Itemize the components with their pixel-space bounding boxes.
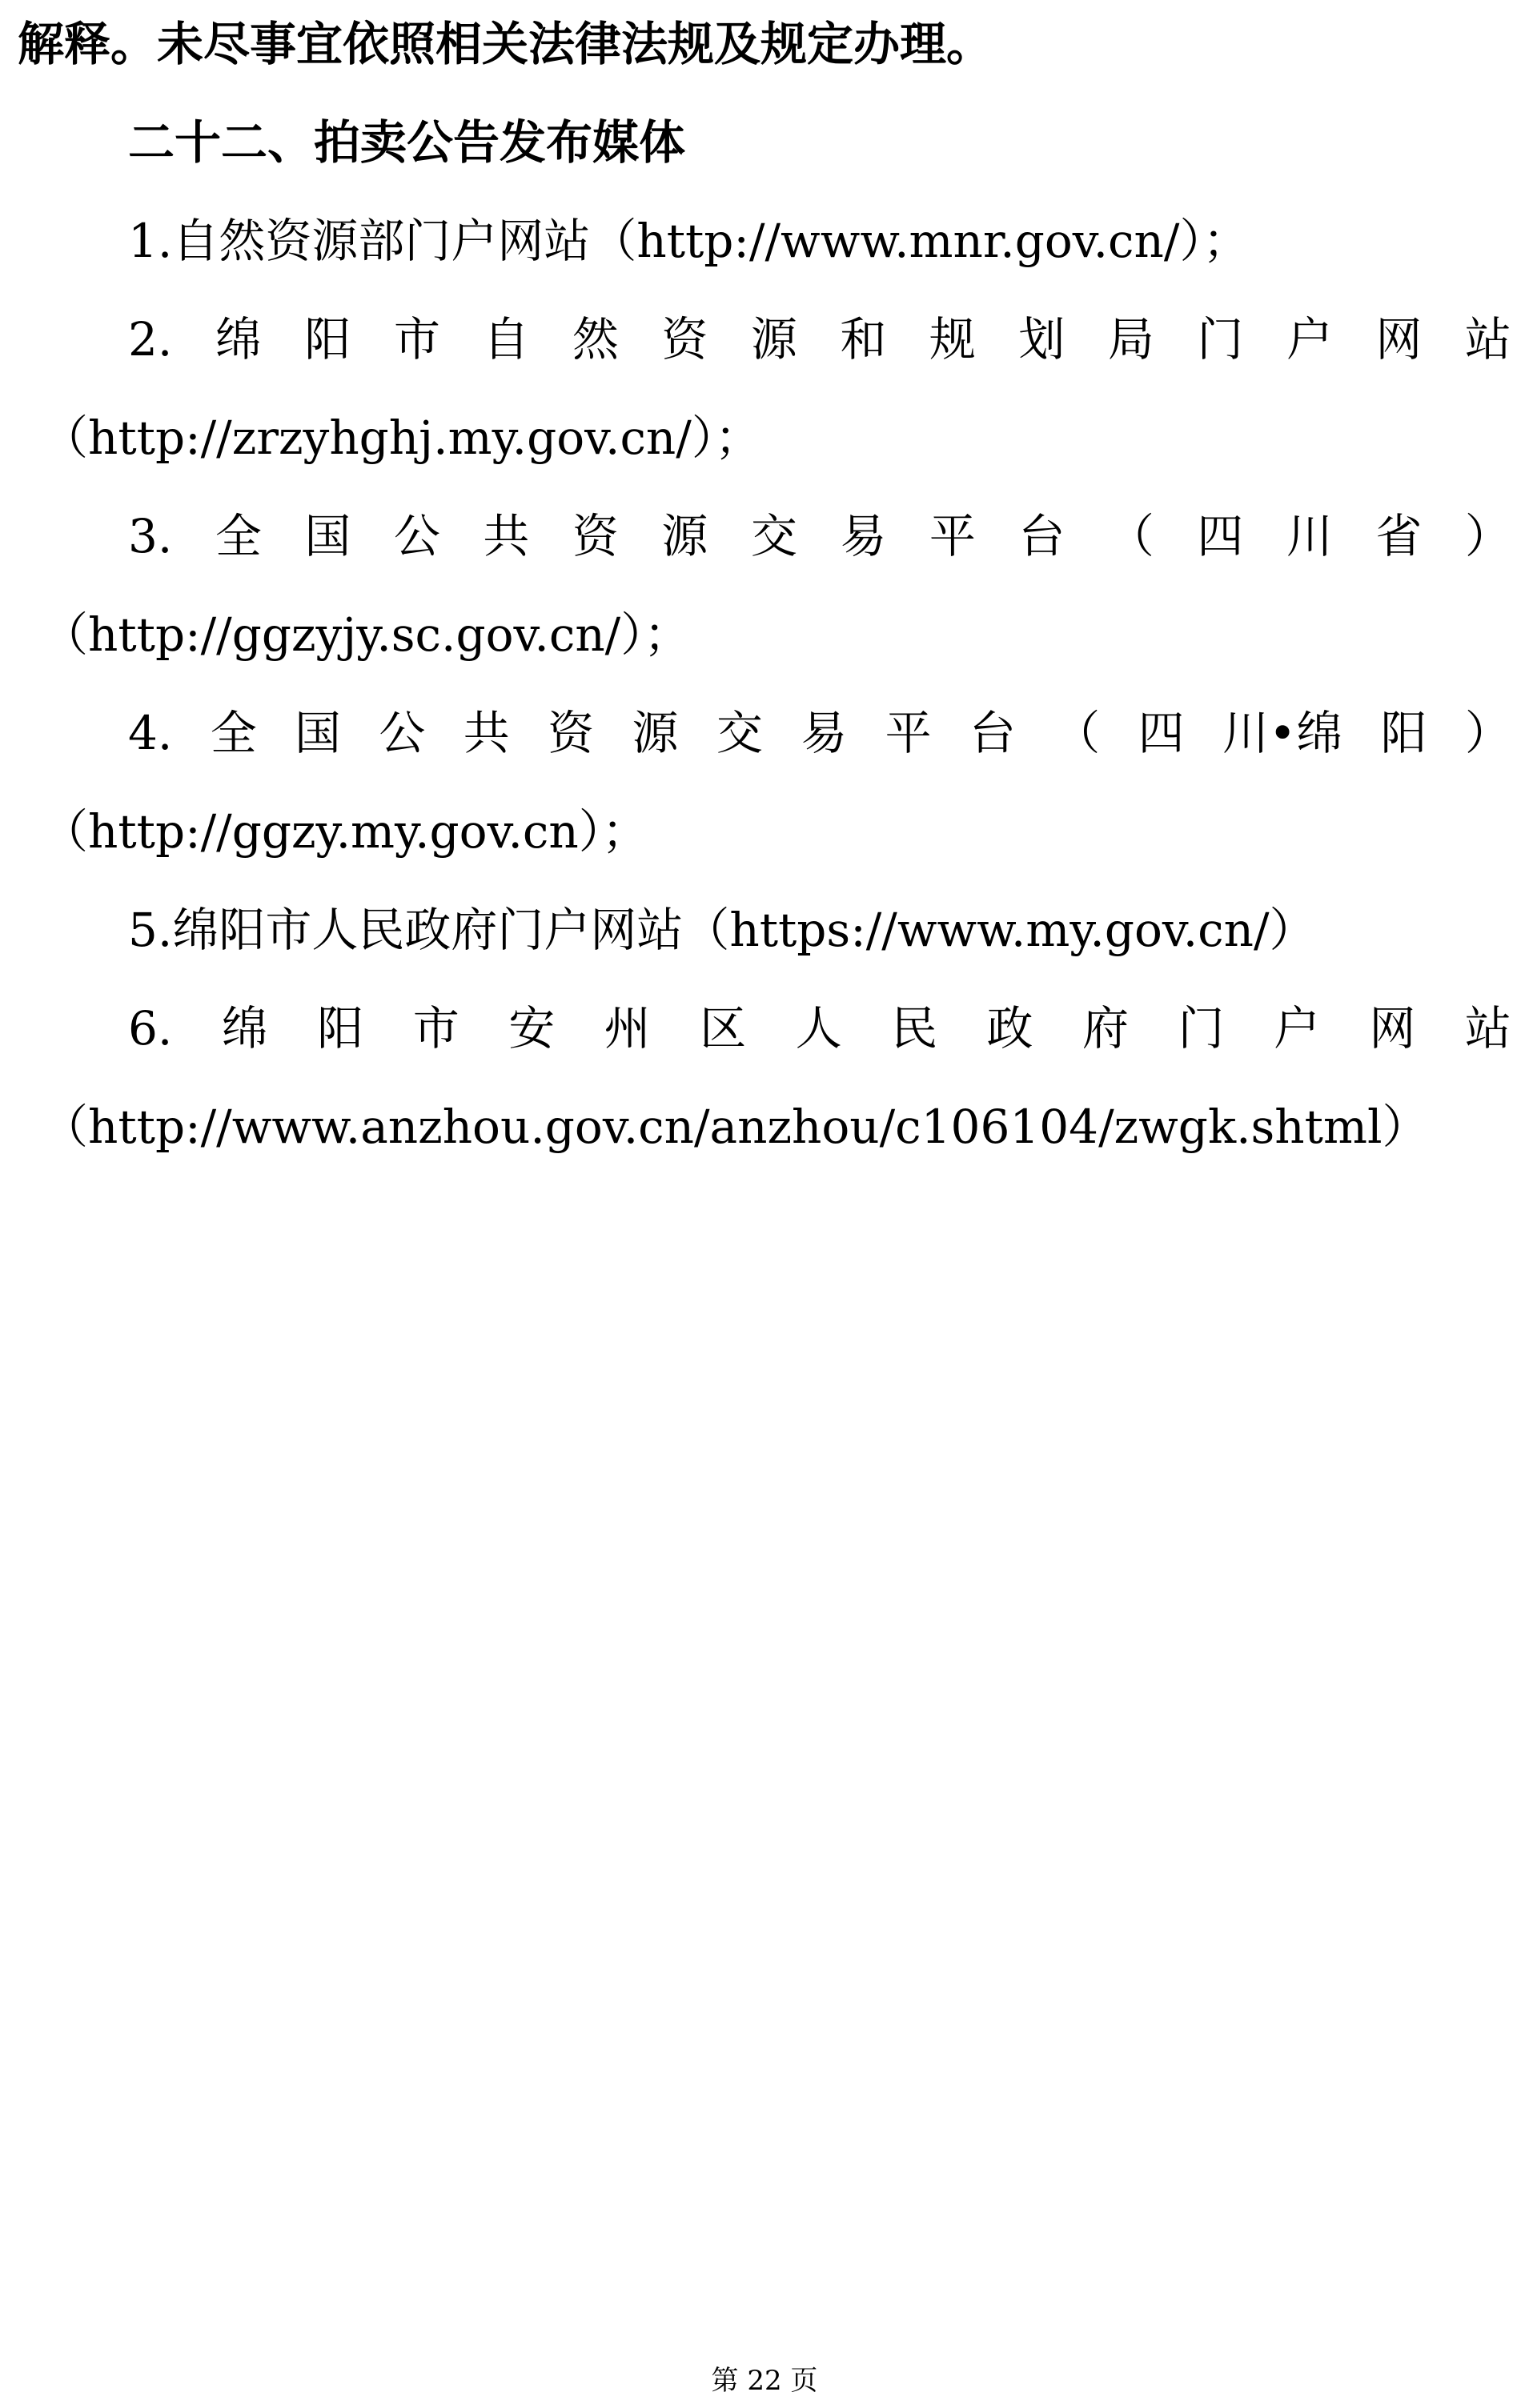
- justified-char: 交: [716, 706, 763, 760]
- justified-char: 平: [885, 706, 932, 760]
- justified-char: 市: [393, 312, 440, 367]
- justified-char: 四: [1197, 509, 1244, 563]
- media-item-3-line1: [0, 508, 1529, 564]
- justified-char: 全: [210, 706, 257, 760]
- justified-char: 资: [572, 509, 619, 563]
- justified-char: 自: [483, 312, 530, 367]
- justified-char: 区: [700, 1001, 747, 1056]
- justified-char: 户: [1273, 1001, 1320, 1056]
- justified-char: 国: [295, 706, 342, 760]
- justified-char: 川: [1286, 509, 1333, 563]
- justified-char: 台: [1018, 509, 1065, 563]
- media-item-6-line1: [0, 1000, 1529, 1056]
- media-item-3-url: （http://ggzyjy.sc.gov.cn/）；: [42, 607, 691, 662]
- justified-char: 公: [379, 706, 426, 760]
- media-item-4-url: （http://ggzy.my.gov.cn）；: [42, 804, 648, 859]
- justified-char: 资: [548, 706, 595, 760]
- justified-char: 台: [969, 706, 1016, 760]
- justified-char: 阳: [304, 312, 351, 367]
- justified-char: 政: [986, 1001, 1033, 1056]
- justified-char: 共: [463, 706, 510, 760]
- justified-char: 交: [750, 509, 797, 563]
- justified-char: 易: [801, 706, 848, 760]
- justified-char: （: [1107, 509, 1154, 563]
- justified-char: 户: [1286, 312, 1333, 367]
- justified-char: 安: [508, 1001, 556, 1056]
- justified-char: 共: [483, 509, 530, 563]
- justified-char: 易: [840, 509, 887, 563]
- justified-char: 阳: [317, 1001, 364, 1056]
- media-item-2-url: （http://zrzyhghj.my.gov.cn/）；: [42, 411, 761, 465]
- justified-char: 2.: [128, 312, 173, 367]
- justified-char: 源: [632, 706, 679, 760]
- justified-char: 市: [412, 1001, 460, 1056]
- justified-char: 资: [661, 312, 708, 367]
- justified-char: ）: [1464, 509, 1511, 563]
- justified-char: 6.: [128, 1001, 173, 1056]
- justified-char: 省: [1375, 509, 1423, 563]
- media-item-4-line1: [0, 705, 1529, 761]
- justified-char: 四: [1138, 706, 1185, 760]
- justified-char: 平: [929, 509, 976, 563]
- media-item-1: 1.自然资源部门户网站（http://www.mnr.gov.cn/）；: [128, 214, 1250, 268]
- justified-char: 川•绵: [1222, 706, 1343, 760]
- justified-char: 3.: [128, 509, 173, 563]
- justified-char: 绵: [215, 312, 262, 367]
- media-item-5: 5.绵阳市人民政府门户网站（https://www.my.gov.cn/）: [128, 903, 1316, 957]
- justified-char: 网: [1375, 312, 1423, 367]
- justified-char: 站: [1464, 1001, 1511, 1056]
- section-heading: 二十二、拍卖公告发布媒体: [128, 115, 686, 170]
- media-item-6-url: （http://www.anzhou.gov.cn/anzhou/c106104/zwgk.shtml）: [42, 1100, 1429, 1154]
- justified-char: 全: [215, 509, 262, 563]
- justified-char: ）: [1464, 706, 1511, 760]
- justified-char: （: [1053, 706, 1101, 760]
- justified-char: 4.: [128, 706, 173, 760]
- justified-char: 州: [604, 1001, 651, 1056]
- paragraph-continuation: 解释。未尽事宜依照相关法律法规及规定办理。: [18, 17, 993, 71]
- justified-char: 局: [1107, 312, 1154, 367]
- justified-char: 国: [304, 509, 351, 563]
- justified-char: 规: [929, 312, 976, 367]
- justified-char: 站: [1464, 312, 1511, 367]
- justified-char: 人: [795, 1001, 842, 1056]
- justified-char: 门: [1197, 312, 1244, 367]
- justified-char: 绵: [221, 1001, 268, 1056]
- justified-char: 府: [1082, 1001, 1130, 1056]
- justified-char: 公: [393, 509, 440, 563]
- justified-char: 划: [1018, 312, 1065, 367]
- media-item-2-line1: [0, 311, 1529, 367]
- justified-char: 源: [661, 509, 708, 563]
- justified-char: 门: [1178, 1001, 1225, 1056]
- justified-char: 源: [750, 312, 797, 367]
- justified-char: 网: [1369, 1001, 1416, 1056]
- justified-char: 然: [572, 312, 619, 367]
- justified-char: 民: [891, 1001, 938, 1056]
- justified-char: 阳: [1380, 706, 1427, 760]
- justified-char: 和: [840, 312, 887, 367]
- page-number: 第 22 页: [711, 2365, 818, 2397]
